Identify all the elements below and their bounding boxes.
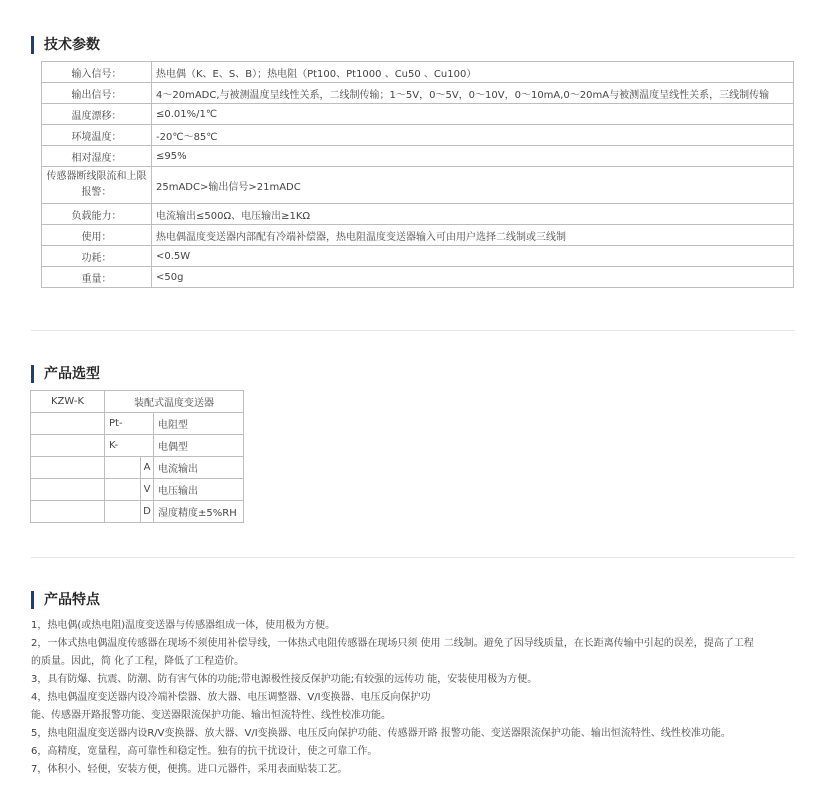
table-row [42, 146, 794, 167]
table-row [31, 501, 244, 523]
tech-params-table [41, 61, 794, 288]
param-value: ≤0.01%/1℃ [152, 104, 794, 125]
table-row [42, 83, 794, 104]
param-label: 使用： [42, 225, 152, 246]
param-value: 热电偶（K、E、S、B）；热电阻（Pt100、Pt1000 、Cu50 、Cu100） [152, 62, 794, 83]
feature-line: 5，热电阻温度变送器内设R/V变换器、放大器、V/I变换器、电压反向保护功能、传感器开路 报警功能、变送器限流保护功能、输出恒流特性、线性校准功能。 [31, 728, 731, 739]
param-value: <50g [152, 267, 794, 288]
output-desc-a: 电流输出 [154, 457, 244, 479]
output-desc-v: 电压输出 [154, 479, 244, 501]
product-selection-table [30, 390, 244, 523]
param-label: 重量： [42, 267, 152, 288]
empty-cell [31, 501, 105, 523]
table-row [42, 204, 794, 225]
tech-params-title: 技术参数 [31, 36, 100, 54]
param-value: <0.5W [152, 246, 794, 267]
param-label: 相对湿度： [42, 146, 152, 167]
output-code-d: D [141, 501, 154, 523]
param-value: 4～20mADC,与被测温度呈线性关系，二线制传输；1～5V，0～5V，0～10V，0～10mA,0～20mA与被测温度呈线性关系，三线制传输 [152, 83, 794, 104]
feature-line: 的质量。因此，简 化了工程，降低了工程造价。 [31, 656, 245, 667]
table-row [42, 167, 794, 204]
empty-cell [31, 457, 105, 479]
model-code: KZW-K [31, 391, 105, 413]
feature-line: 2，一体式热电偶温度传感器在现场不须使用补偿导线，一体热式电阻传感器在现场只须 使用 二线制。避免了因导线质量，在长距离传输中引起的误差，提高了工程 [31, 638, 754, 649]
table-row [31, 391, 244, 413]
empty-cell [31, 413, 105, 435]
feature-line: 能、传感器开路报警功能、变送器限流保护功能、输出恒流特性、线性校准功能。 [31, 710, 391, 721]
table-row [31, 457, 244, 479]
type-desc-pt: 电阻型 [154, 413, 244, 435]
feature-line: 7，体积小、轻便，安装方便，便携。进口元器件，采用表面贴装工艺。 [31, 764, 348, 775]
param-label: 环境温度： [42, 125, 152, 146]
param-value: 热电偶温度变送器内部配有冷端补偿器，热电阻温度变送器输入可由用户选择二线制或三线制 [152, 225, 794, 246]
empty-cell [105, 457, 141, 479]
empty-cell [31, 435, 105, 457]
param-label: 温度漂移： [42, 104, 152, 125]
feature-line: 6，高精度，宽量程，高可靠性和稳定性。独有的抗干扰设计，使之可靠工作。 [31, 746, 378, 757]
param-value: ≤95% [152, 146, 794, 167]
param-value: 电流输出≤500Ω、电压输出≥1KΩ [152, 204, 794, 225]
table-row [42, 104, 794, 125]
param-value: -20℃～85℃ [152, 125, 794, 146]
param-label: 功耗： [42, 246, 152, 267]
empty-cell [105, 501, 141, 523]
table-row [31, 413, 244, 435]
table-row [42, 62, 794, 83]
param-label: 输入信号： [42, 62, 152, 83]
table-row [42, 225, 794, 246]
table-row [42, 267, 794, 288]
feature-line: 3，具有防爆、抗震、防潮、防有害气体的功能;带电源极性接反保护功能;有较强的远传功 能，安装使用极为方便。 [31, 674, 538, 685]
output-code-v: V [141, 479, 154, 501]
output-desc-d: 湿度精度±5%RH [154, 501, 244, 523]
feature-line: 4，热电偶温度变送器内设冷端补偿器、放大器、电压调整器、V/I变换器、电压反向保护功 [31, 692, 431, 703]
param-label: 输出信号： [42, 83, 152, 104]
param-value: 25mADC>输出信号>21mADC [152, 167, 794, 204]
product-features-title: 产品特点 [31, 591, 100, 609]
output-code-a: A [141, 457, 154, 479]
param-label: 传感器断线限流和上限报警： [42, 167, 152, 204]
model-desc: 装配式温度变送器 [105, 391, 244, 413]
table-row [31, 435, 244, 457]
feature-line: 1，热电偶(或热电阻)温度变送器与传感器组成一体，使用极为方便。 [31, 620, 336, 631]
table-row [31, 479, 244, 501]
type-code-k: K- [105, 435, 154, 457]
empty-cell [31, 479, 105, 501]
empty-cell [105, 479, 141, 501]
table-row [42, 125, 794, 146]
section-divider [31, 330, 795, 331]
section-divider [31, 557, 795, 558]
product-selection-title: 产品选型 [31, 365, 100, 383]
param-label: 负载能力： [42, 204, 152, 225]
type-desc-k: 电偶型 [154, 435, 244, 457]
type-code-pt: Pt- [105, 413, 154, 435]
table-row [42, 246, 794, 267]
